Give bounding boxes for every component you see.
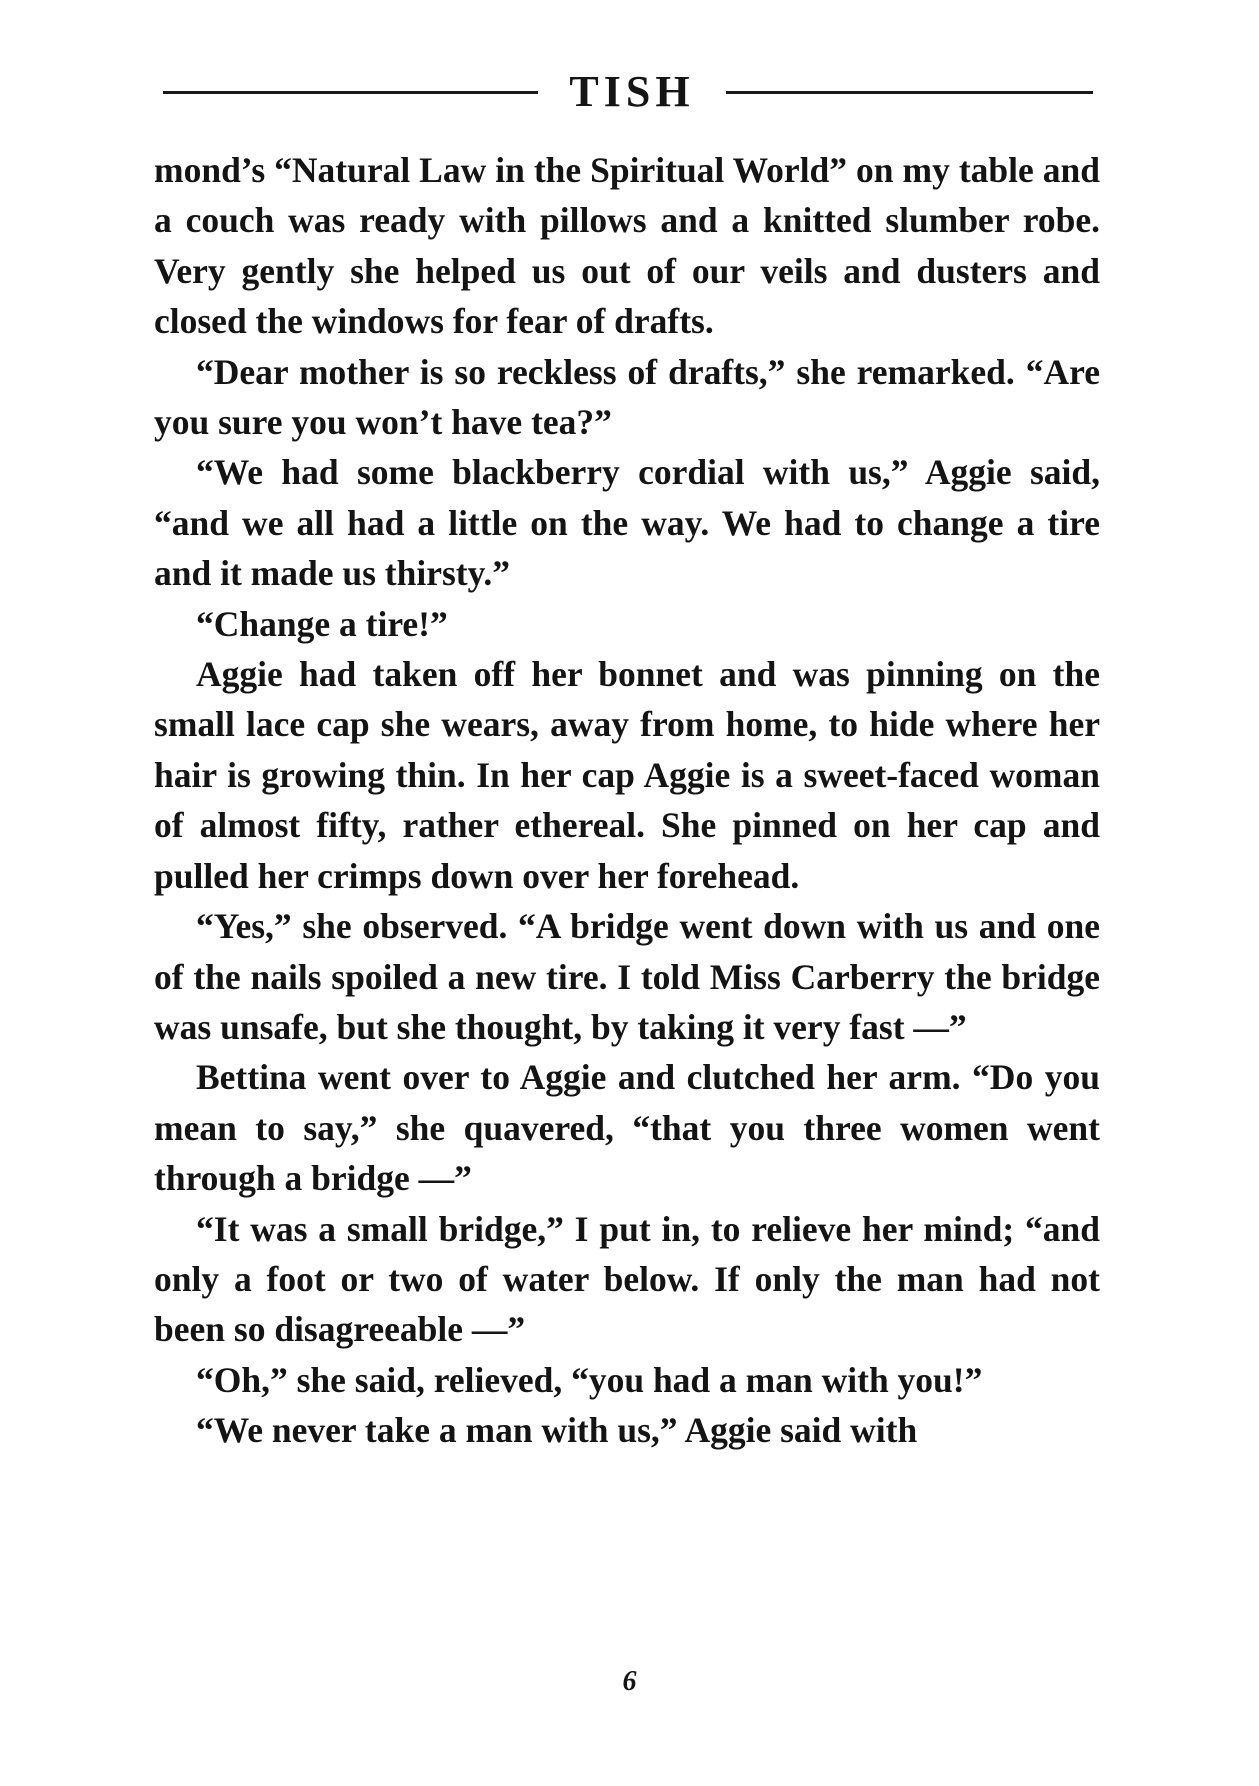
running-head <box>163 62 1093 122</box>
paragraph: “We never take a man with us,” Aggie said with <box>196 1410 918 1451</box>
running-head-title: TISH <box>569 67 695 116</box>
page-number: 6 <box>622 1666 637 1697</box>
paragraph: mond’s “Natural Law in the Spiritual World” on my table and a couch was ready with pillows and a knitted slumber robe. Very gently she helped us out of our veils and dusters and closed the windows for fear of drafts. <box>154 150 1100 342</box>
running-head-rule-right <box>726 91 1093 94</box>
paragraph: “Yes,” she observed. “A bridge went down with us and one of the nails spoiled a new tire. I told Miss Carberry the bridge was unsafe, but she thought, by taking it very fast —” <box>154 906 1100 1047</box>
running-head-rule-left <box>163 91 538 94</box>
paragraph: “Dear mother is so reckless of drafts,” she remarked. “Are you sure you won’t have tea?” <box>154 351 1100 443</box>
paragraph: Bettina went over to Aggie and clutched her arm. “Do you mean to say,” she quavered, “that you three women went through a bridge —” <box>154 1057 1100 1199</box>
paragraph: “Oh,” she said, relieved, “you had a man with you!” <box>196 1359 983 1400</box>
paragraph: “Change a tire!” <box>196 603 448 644</box>
paragraph: “It was a small bridge,” I put in, to relieve her mind; “and only a foot or two of water below. If only the man had not been so disagreeable —” <box>154 1208 1100 1350</box>
paragraph: Aggie had taken off her bonnet and was pinning on the small lace cap she wears, away from home, to hide where her hair is growing thin. In her cap Aggie is a sweet-faced woman of almost fifty, rather ethereal. She pinned on her cap and pulled her crimps down over her forehead. <box>154 654 1100 896</box>
paragraph: “We had some blackberry cordial with us,” Aggie said, “and we all had a little on the way. We had to change a tire and it made us thirsty.” <box>154 452 1100 594</box>
body-text <box>154 145 1100 1456</box>
